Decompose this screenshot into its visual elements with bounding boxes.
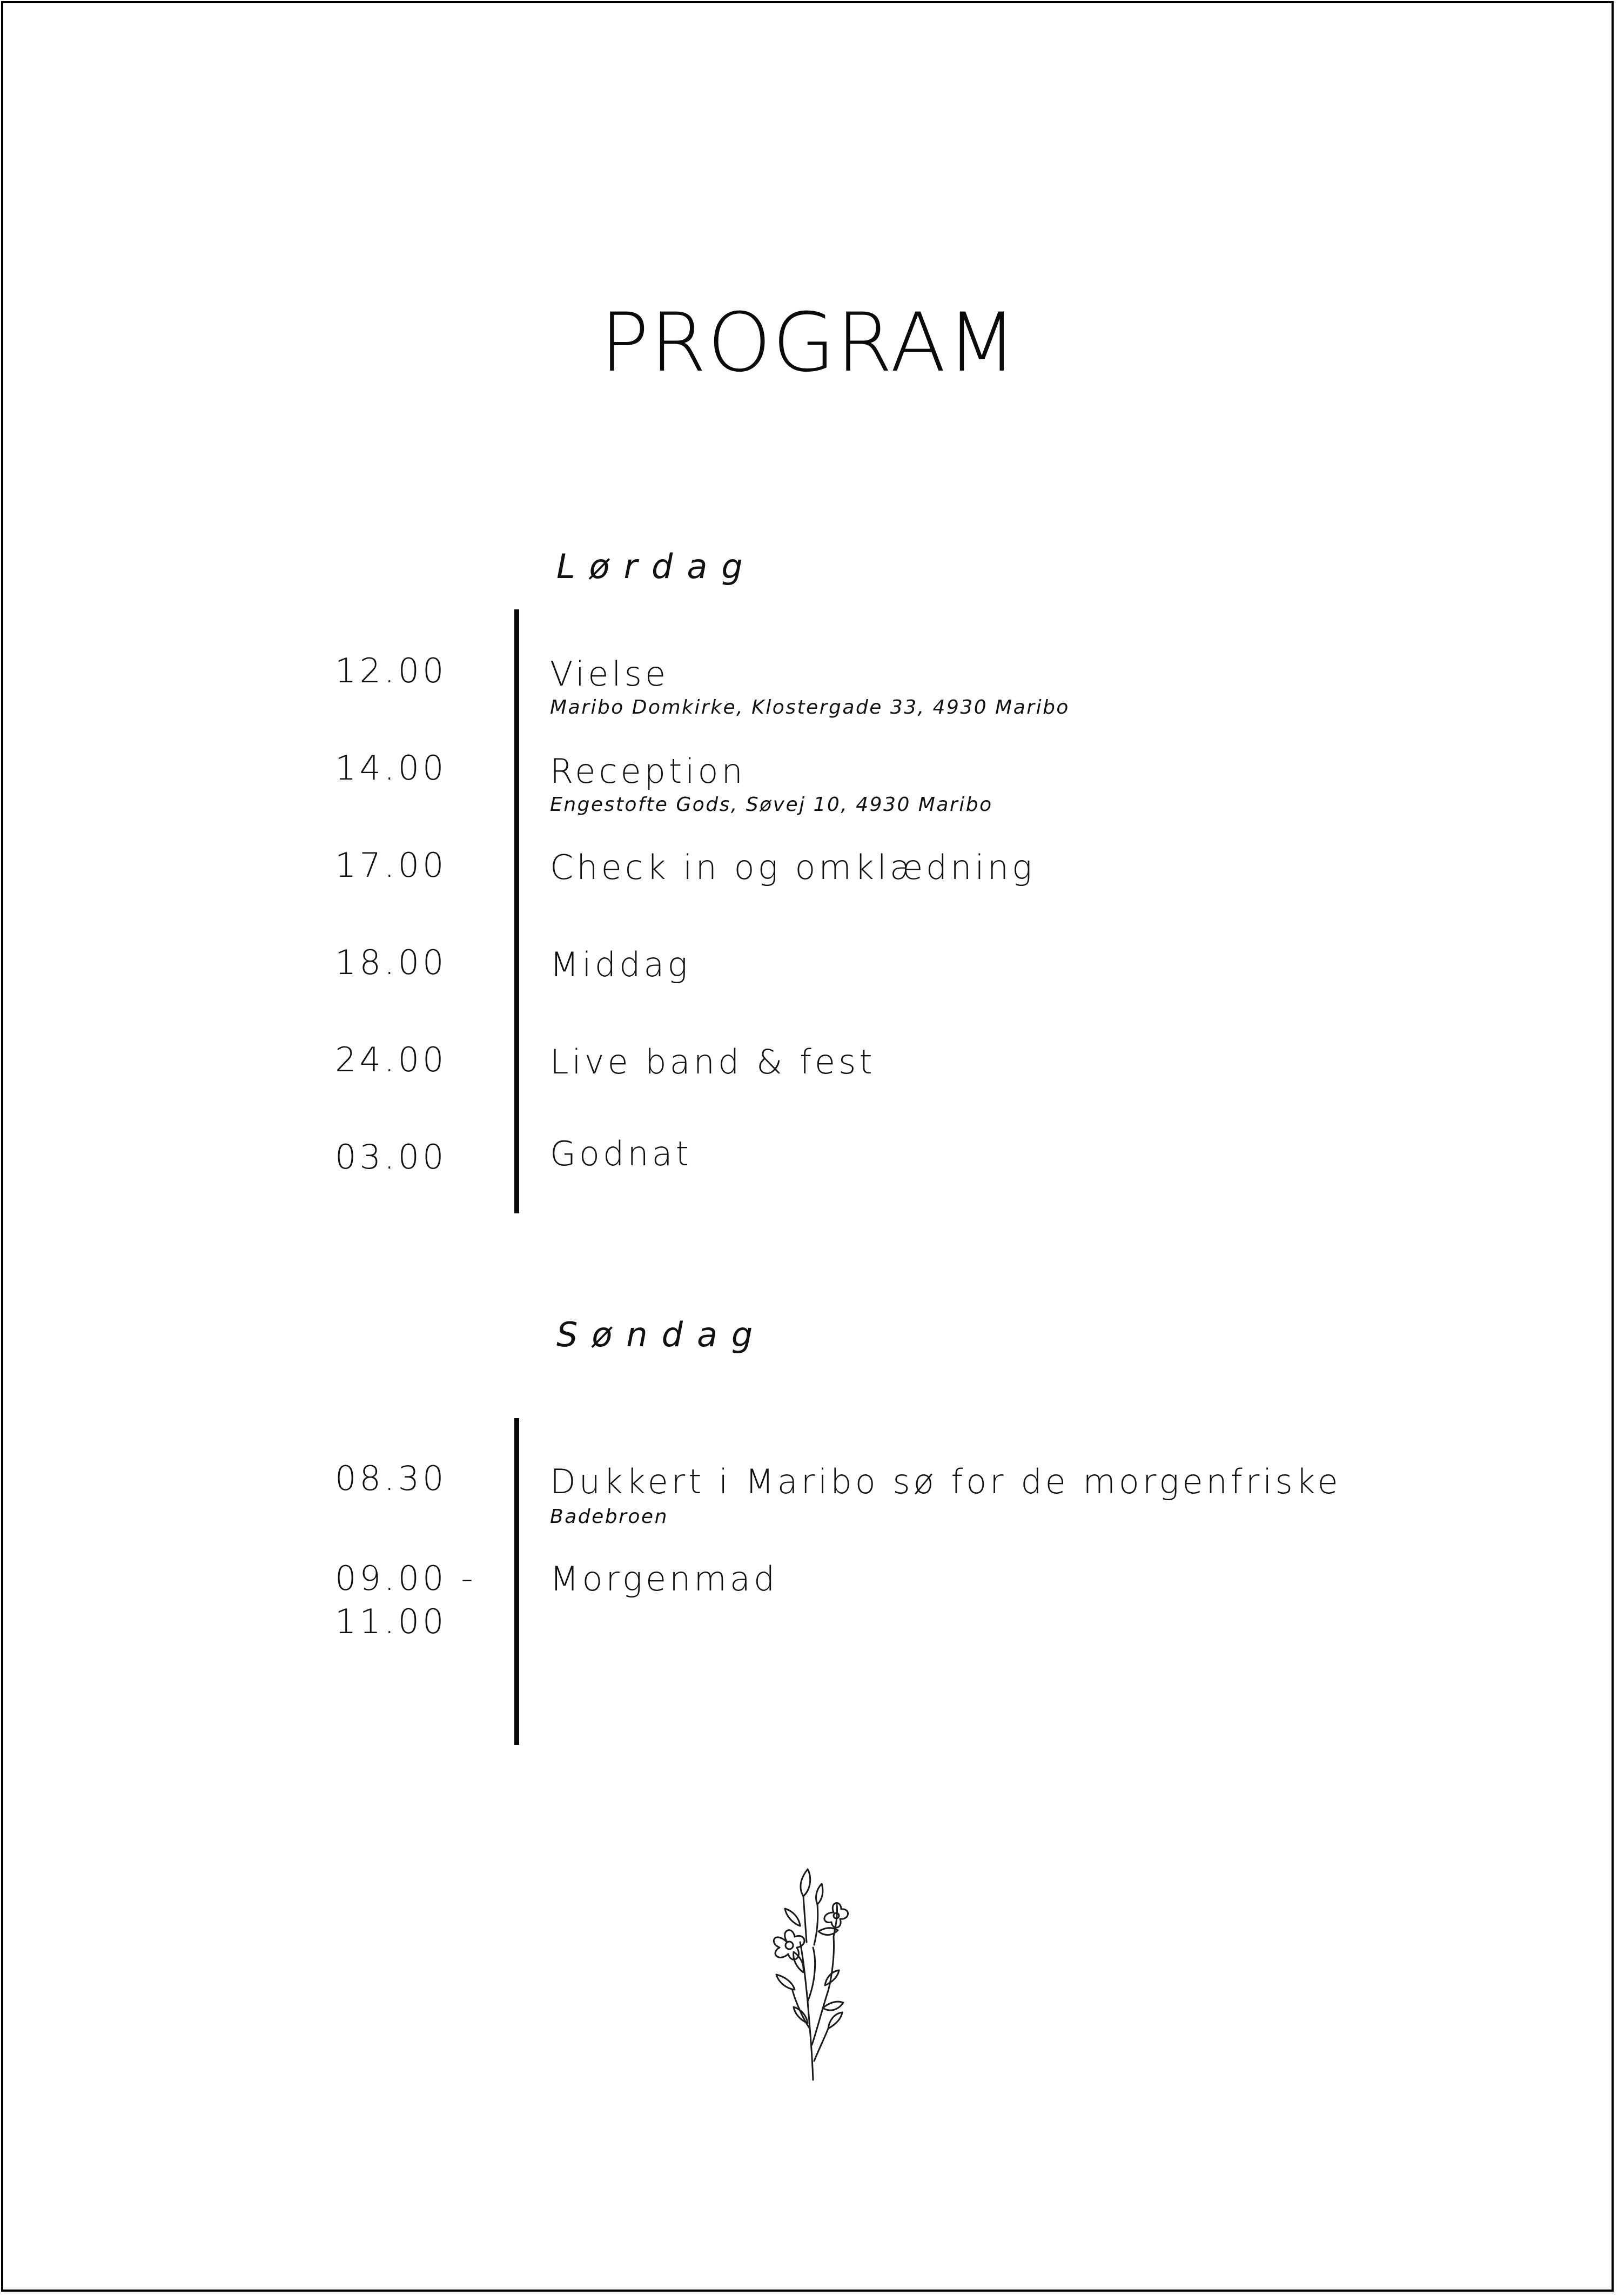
time-label: 09.00 - 11.00 [335, 1559, 476, 1641]
day-heading-saturday: Lørdag [556, 547, 757, 586]
event-title: Morgenmad [550, 1559, 778, 1599]
time-label: 08.30 [335, 1459, 447, 1498]
time-label: 12.00 [335, 651, 447, 690]
time-label: 14.00 [335, 748, 447, 788]
day-heading-sunday: Søndag [556, 1315, 767, 1354]
time-label: 03.00 [335, 1137, 447, 1177]
event-title: Godnat [550, 1134, 692, 1173]
event-location: Maribo Domkirke, Klostergade 33, 4930 Maribo [550, 696, 1070, 719]
time-label: 17.00 [335, 845, 447, 885]
event-title: Middag [550, 945, 691, 984]
event-title: Live band & fest [550, 1042, 876, 1082]
time-label: 24.00 [335, 1040, 447, 1079]
flower-bouquet-icon [754, 1867, 864, 2083]
event-location: Badebroen [550, 1506, 668, 1528]
time-label: 18.00 [335, 943, 447, 982]
event-title: Dukkert i Maribo sø for de morgenfriske [550, 1462, 1341, 1501]
event-title: Vielse [550, 654, 669, 694]
page-title: PROGRAM [600, 296, 1018, 390]
event-title: Check in og omklædning [550, 848, 1036, 887]
event-location: Engestofte Gods, Søvej 10, 4930 Maribo [550, 794, 993, 816]
event-title: Reception [550, 751, 746, 791]
timeline-divider-sunday [514, 1418, 519, 1745]
timeline-divider-saturday [514, 609, 519, 1213]
